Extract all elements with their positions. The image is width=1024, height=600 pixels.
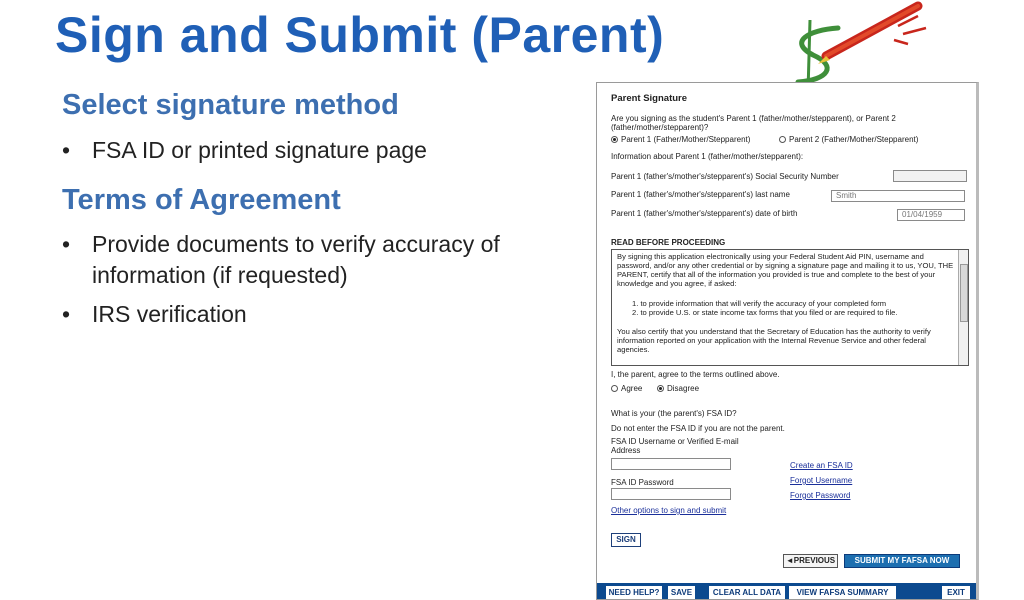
radio-unselected-icon[interactable] xyxy=(779,136,786,143)
parent2-radio-option[interactable]: Parent 2 (Father/Mother/Stepparent) xyxy=(779,135,918,145)
username-field[interactable] xyxy=(611,458,731,470)
password-field[interactable] xyxy=(611,488,731,500)
other-options-link[interactable]: Other options to sign and submit xyxy=(611,506,727,515)
terms-textbox[interactable] xyxy=(611,249,969,366)
slide-title: Sign and Submit (Parent) xyxy=(55,7,665,63)
save-button[interactable]: SAVE xyxy=(668,586,695,599)
forgot-password-link[interactable]: Forgot Password xyxy=(790,491,851,500)
fsa-note: Do not enter the FSA ID if you are not the parent. xyxy=(611,424,785,433)
bullet-item: • Provide documents to verify accuracy of information (if requested) xyxy=(62,231,500,288)
section-heading-terms: Terms of Agreement xyxy=(62,184,341,216)
exit-button[interactable]: EXIT xyxy=(942,586,970,599)
scrollbar-thumb[interactable] xyxy=(960,264,968,322)
username-label: FSA ID Username or Verified E-mail xyxy=(611,437,739,446)
terms-item: 2. to provide U.S. or state income tax forms that you filed or are required to file. xyxy=(632,308,898,317)
fafsa-form-panel xyxy=(596,82,979,600)
submit-fafsa-button[interactable]: SUBMIT MY FAFSA NOW xyxy=(844,554,960,568)
terms-item: 1. to provide information that will verify the accuracy of your completed form xyxy=(632,299,887,308)
bullet-item: • FSA ID or printed signature page xyxy=(62,137,427,163)
parent-question-line1: Are you signing as the student's Parent 1 (father/mother/stepparent), or Parent 2 xyxy=(611,114,896,123)
bottom-navigation-bar xyxy=(597,583,979,600)
forgot-username-link[interactable]: Forgot Username xyxy=(790,476,853,485)
view-fafsa-summary-button[interactable]: VIEW FAFSA SUMMARY xyxy=(789,586,896,599)
need-help-button[interactable]: NEED HELP? xyxy=(606,586,662,599)
password-label: FSA ID Password xyxy=(611,478,674,487)
read-before-heading: READ BEFORE PROCEEDING xyxy=(611,238,726,247)
parent1-radio-option[interactable]: Parent 1 (Father/Mother/Stepparent) xyxy=(611,135,750,145)
terms-paragraph: By signing this application electronically using your Federal Student Aid PIN, username and password, and/or any other credential or by signing a signature page and mailing it to us, YOU, THE PARENT, certify that all of the information you provided is true and complete to the best of your knowledge and you agree, if asked: xyxy=(617,252,954,288)
previous-button[interactable]: ◄PREVIOUS xyxy=(783,554,838,568)
radio-unselected-icon[interactable] xyxy=(611,385,618,392)
terms-scrollbar[interactable] xyxy=(958,250,968,365)
sign-button[interactable]: SIGN xyxy=(611,533,641,547)
ssn-field[interactable] xyxy=(893,170,967,182)
pen-dollar-clipart-icon xyxy=(768,0,943,95)
lastname-label: Parent 1 (father's/mother's/stepparent's) last name xyxy=(611,190,790,199)
form-heading: Parent Signature xyxy=(611,93,688,104)
agree-radio-option[interactable]: Agree xyxy=(611,384,642,394)
disagree-radio-option[interactable]: Disagree xyxy=(657,384,699,394)
parent-question-line2: (father/mother/stepparent)? xyxy=(611,123,709,132)
radio-selected-icon[interactable] xyxy=(611,136,618,143)
radio-selected-icon[interactable] xyxy=(657,385,664,392)
dob-field[interactable]: 01/04/1959 xyxy=(897,209,965,221)
dob-label: Parent 1 (father's/mother's/stepparent's) date of birth xyxy=(611,209,798,218)
ssn-label: Parent 1 (father's/mother's/stepparent's) Social Security Number xyxy=(611,172,839,181)
create-fsa-id-link[interactable]: Create an FSA ID xyxy=(790,461,853,470)
section-heading-signature: Select signature method xyxy=(62,89,399,121)
fsa-question: What is your (the parent's) FSA ID? xyxy=(611,409,737,418)
terms-paragraph: You also certify that you understand that the Secretary of Education has the authority to verify information reported on your application with the Internal Revenue Service and other federal agencies. xyxy=(617,327,931,354)
clear-all-data-button[interactable]: CLEAR ALL DATA xyxy=(709,586,785,599)
username-label-cont: Address xyxy=(611,446,641,455)
agree-prompt: I, the parent, agree to the terms outlined above. xyxy=(611,370,780,379)
info-label: Information about Parent 1 (father/mother/stepparent): xyxy=(611,152,804,161)
chevron-left-icon: ◄ xyxy=(785,556,794,565)
lastname-field[interactable]: Smith xyxy=(831,190,965,202)
bullet-item: • IRS verification xyxy=(62,301,247,327)
